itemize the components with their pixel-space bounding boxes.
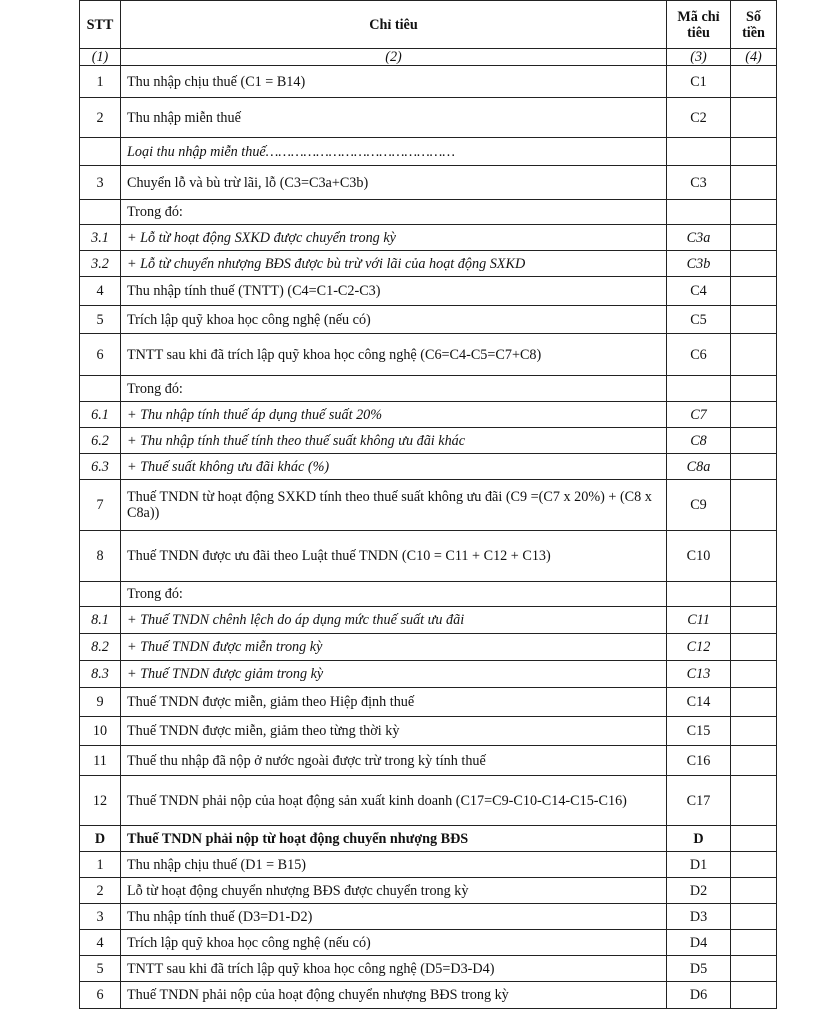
- row-stt: 1: [80, 852, 121, 878]
- row-indicator-code: C15: [667, 717, 731, 746]
- row-stt: 12: [80, 776, 121, 826]
- table-row: [80, 376, 777, 402]
- row-indicator-name: Thu nhập miễn thuế: [121, 98, 667, 138]
- row-stt: 1: [80, 66, 121, 98]
- row-stt: 3.2: [80, 251, 121, 277]
- row-stt: 5: [80, 956, 121, 982]
- table-row: [80, 688, 777, 717]
- row-indicator-name: Thu nhập tính thuế (D3=D1-D2): [121, 904, 667, 930]
- row-stt: 9: [80, 688, 121, 717]
- table-row: [80, 661, 777, 688]
- row-amount-cell[interactable]: [731, 930, 777, 956]
- row-indicator-code: C10: [667, 531, 731, 582]
- row-indicator-code: C6: [667, 334, 731, 376]
- row-indicator-name: Thuế thu nhập đã nộp ở nước ngoài được trừ trong kỳ tính thuế: [121, 746, 667, 776]
- row-indicator-code: [667, 582, 731, 607]
- header-stt: STT: [80, 1, 121, 49]
- row-amount-cell[interactable]: [731, 480, 777, 531]
- row-amount-cell[interactable]: [731, 225, 777, 251]
- row-indicator-code: C7: [667, 402, 731, 428]
- row-indicator-name: Thuế TNDN phải nộp của hoạt động sản xuất kinh doanh (C17=C9-C10-C14-C15-C16): [121, 776, 667, 826]
- row-indicator-code: C11: [667, 607, 731, 634]
- row-indicator-code: C16: [667, 746, 731, 776]
- row-amount-cell[interactable]: [731, 826, 777, 852]
- row-indicator-name: Thuế TNDN phải nộp từ hoạt động chuyển nhượng BĐS: [121, 826, 667, 852]
- row-indicator-code: [667, 138, 731, 166]
- row-stt: 3: [80, 904, 121, 930]
- row-amount-cell[interactable]: [731, 746, 777, 776]
- row-indicator-code: D6: [667, 982, 731, 1009]
- table-row: [80, 826, 777, 852]
- row-amount-cell[interactable]: [731, 904, 777, 930]
- table-row: [80, 717, 777, 746]
- row-indicator-name: Lỗ từ hoạt động chuyển nhượng BĐS được chuyển trong kỳ: [121, 878, 667, 904]
- table-row: [80, 956, 777, 982]
- row-stt: 8.1: [80, 607, 121, 634]
- tax-declaration-sheet: [79, 0, 777, 1009]
- row-indicator-name: Trích lập quỹ khoa học công nghệ (nếu có): [121, 306, 667, 334]
- row-indicator-code: C8a: [667, 454, 731, 480]
- table-row: [80, 904, 777, 930]
- row-stt: [80, 376, 121, 402]
- row-indicator-name: TNTT sau khi đã trích lập quỹ khoa học công nghệ (D5=D3-D4): [121, 956, 667, 982]
- row-stt: 2: [80, 98, 121, 138]
- table-row: [80, 878, 777, 904]
- row-indicator-name: + Thuế TNDN được giảm trong kỳ: [121, 661, 667, 688]
- row-indicator-name: Thu nhập chịu thuế (D1 = B15): [121, 852, 667, 878]
- row-amount-cell[interactable]: [731, 776, 777, 826]
- table-row: [80, 776, 777, 826]
- row-amount-cell[interactable]: [731, 634, 777, 661]
- row-stt: 3: [80, 166, 121, 200]
- row-stt: 8.3: [80, 661, 121, 688]
- row-amount-cell[interactable]: [731, 334, 777, 376]
- table-header-row: [80, 1, 777, 49]
- table-row: [80, 306, 777, 334]
- row-indicator-name: Thu nhập tính thuế (TNTT) (C4=C1-C2-C3): [121, 277, 667, 306]
- col-index-4: (4): [731, 49, 777, 66]
- row-stt: 8.2: [80, 634, 121, 661]
- row-stt: 8: [80, 531, 121, 582]
- header-code: Mã chỉ tiêu: [667, 1, 731, 49]
- row-amount-cell[interactable]: [731, 717, 777, 746]
- row-indicator-code: C2: [667, 98, 731, 138]
- row-amount-cell[interactable]: [731, 98, 777, 138]
- row-indicator-code: D5: [667, 956, 731, 982]
- row-indicator-name: Thu nhập chịu thuế (C1 = B14): [121, 66, 667, 98]
- row-amount-cell[interactable]: [731, 878, 777, 904]
- table-row: [80, 480, 777, 531]
- table-row: [80, 607, 777, 634]
- table-row: [80, 454, 777, 480]
- row-stt: 6.1: [80, 402, 121, 428]
- row-indicator-code: D3: [667, 904, 731, 930]
- table-row: [80, 98, 777, 138]
- row-stt: [80, 582, 121, 607]
- table-row: [80, 852, 777, 878]
- row-indicator-name: + Thuế TNDN chênh lệch do áp dụng mức thuế suất ưu đãi: [121, 607, 667, 634]
- row-amount-cell[interactable]: [731, 428, 777, 454]
- row-amount-cell[interactable]: [731, 166, 777, 200]
- row-indicator-code: C5: [667, 306, 731, 334]
- table-row: [80, 582, 777, 607]
- row-amount-cell[interactable]: [731, 688, 777, 717]
- row-amount-cell[interactable]: [731, 582, 777, 607]
- table-row: [80, 138, 777, 166]
- table-row: [80, 277, 777, 306]
- row-stt: [80, 200, 121, 225]
- row-stt: 11: [80, 746, 121, 776]
- row-amount-cell[interactable]: [731, 852, 777, 878]
- table-row: [80, 166, 777, 200]
- row-indicator-name: Thuế TNDN từ hoạt động SXKD tính theo thuế suất không ưu đãi (C9 =(C7 x 20%) + (C8 x C8a)): [121, 480, 667, 531]
- row-indicator-name: Thuế TNDN được miễn, giảm theo từng thời kỳ: [121, 717, 667, 746]
- row-stt: 5: [80, 306, 121, 334]
- table-row: [80, 982, 777, 1009]
- row-indicator-name: Thuế TNDN được ưu đãi theo Luật thuế TNDN (C10 = C11 + C12 + C13): [121, 531, 667, 582]
- table-row: [80, 746, 777, 776]
- row-indicator-code: C1: [667, 66, 731, 98]
- row-stt: 3.1: [80, 225, 121, 251]
- row-stt: 6.3: [80, 454, 121, 480]
- row-indicator-code: D: [667, 826, 731, 852]
- row-amount-cell[interactable]: [731, 277, 777, 306]
- row-amount-cell[interactable]: [731, 251, 777, 277]
- row-indicator-code: D1: [667, 852, 731, 878]
- row-indicator-name: Loại thu nhập miễn thuế………………………………………: [121, 138, 667, 166]
- row-indicator-code: C4: [667, 277, 731, 306]
- row-stt: 6.2: [80, 428, 121, 454]
- row-stt: 4: [80, 930, 121, 956]
- row-indicator-code: C3a: [667, 225, 731, 251]
- row-indicator-code: D4: [667, 930, 731, 956]
- row-stt: 4: [80, 277, 121, 306]
- row-amount-cell[interactable]: [731, 956, 777, 982]
- row-stt: 10: [80, 717, 121, 746]
- row-amount-cell[interactable]: [731, 607, 777, 634]
- table-row: [80, 334, 777, 376]
- row-stt: 6: [80, 334, 121, 376]
- row-stt: [80, 138, 121, 166]
- row-indicator-name: Chuyển lỗ và bù trừ lãi, lỗ (C3=C3a+C3b): [121, 166, 667, 200]
- row-amount-cell[interactable]: [731, 306, 777, 334]
- table-row: [80, 225, 777, 251]
- row-indicator-name: Thuế TNDN phải nộp của hoạt động chuyển nhượng BĐS trong kỳ: [121, 982, 667, 1009]
- col-index-2: (2): [121, 49, 667, 66]
- header-name: Chỉ tiêu: [121, 1, 667, 49]
- row-indicator-code: C3b: [667, 251, 731, 277]
- row-indicator-name: + Thuế suất không ưu đãi khác (%): [121, 454, 667, 480]
- row-amount-cell[interactable]: [731, 454, 777, 480]
- row-amount-cell[interactable]: [731, 138, 777, 166]
- column-index-row: [80, 49, 777, 66]
- row-indicator-code: [667, 200, 731, 225]
- row-amount-cell[interactable]: [731, 66, 777, 98]
- row-indicator-name: Trong đó:: [121, 582, 667, 607]
- row-amount-cell[interactable]: [731, 531, 777, 582]
- row-indicator-name: + Thuế TNDN được miễn trong kỳ: [121, 634, 667, 661]
- row-amount-cell[interactable]: [731, 200, 777, 225]
- row-indicator-code: C9: [667, 480, 731, 531]
- row-amount-cell[interactable]: [731, 376, 777, 402]
- row-indicator-name: + Lỗ từ chuyển nhượng BĐS được bù trừ với lãi của hoạt động SXKD: [121, 251, 667, 277]
- row-indicator-code: C8: [667, 428, 731, 454]
- table-row: [80, 66, 777, 98]
- row-indicator-name: + Lỗ từ hoạt động SXKD được chuyển trong kỳ: [121, 225, 667, 251]
- tax-indicators-table: [79, 0, 777, 1009]
- row-indicator-code: [667, 376, 731, 402]
- row-indicator-name: Trích lập quỹ khoa học công nghệ (nếu có): [121, 930, 667, 956]
- row-stt: 2: [80, 878, 121, 904]
- row-indicator-name: + Thu nhập tính thuế tính theo thuế suất không ưu đãi khác: [121, 428, 667, 454]
- row-indicator-name: + Thu nhập tính thuế áp dụng thuế suất 20%: [121, 402, 667, 428]
- table-row: [80, 200, 777, 225]
- row-indicator-code: C17: [667, 776, 731, 826]
- table-row: [80, 402, 777, 428]
- table-row: [80, 251, 777, 277]
- header-amount: Số tiền: [731, 1, 777, 49]
- row-indicator-code: C3: [667, 166, 731, 200]
- row-amount-cell[interactable]: [731, 402, 777, 428]
- table-row: [80, 930, 777, 956]
- col-index-3: (3): [667, 49, 731, 66]
- table-row: [80, 531, 777, 582]
- row-indicator-code: C13: [667, 661, 731, 688]
- row-stt: D: [80, 826, 121, 852]
- col-index-1: (1): [80, 49, 121, 66]
- row-indicator-name: TNTT sau khi đã trích lập quỹ khoa học công nghệ (C6=C4-C5=C7+C8): [121, 334, 667, 376]
- row-amount-cell[interactable]: [731, 982, 777, 1009]
- row-indicator-code: D2: [667, 878, 731, 904]
- row-indicator-code: C14: [667, 688, 731, 717]
- row-amount-cell[interactable]: [731, 661, 777, 688]
- row-indicator-code: C12: [667, 634, 731, 661]
- row-indicator-name: Trong đó:: [121, 200, 667, 225]
- row-stt: 7: [80, 480, 121, 531]
- table-row: [80, 634, 777, 661]
- row-indicator-name: Trong đó:: [121, 376, 667, 402]
- row-stt: 6: [80, 982, 121, 1009]
- table-row: [80, 428, 777, 454]
- row-indicator-name: Thuế TNDN được miễn, giảm theo Hiệp định thuế: [121, 688, 667, 717]
